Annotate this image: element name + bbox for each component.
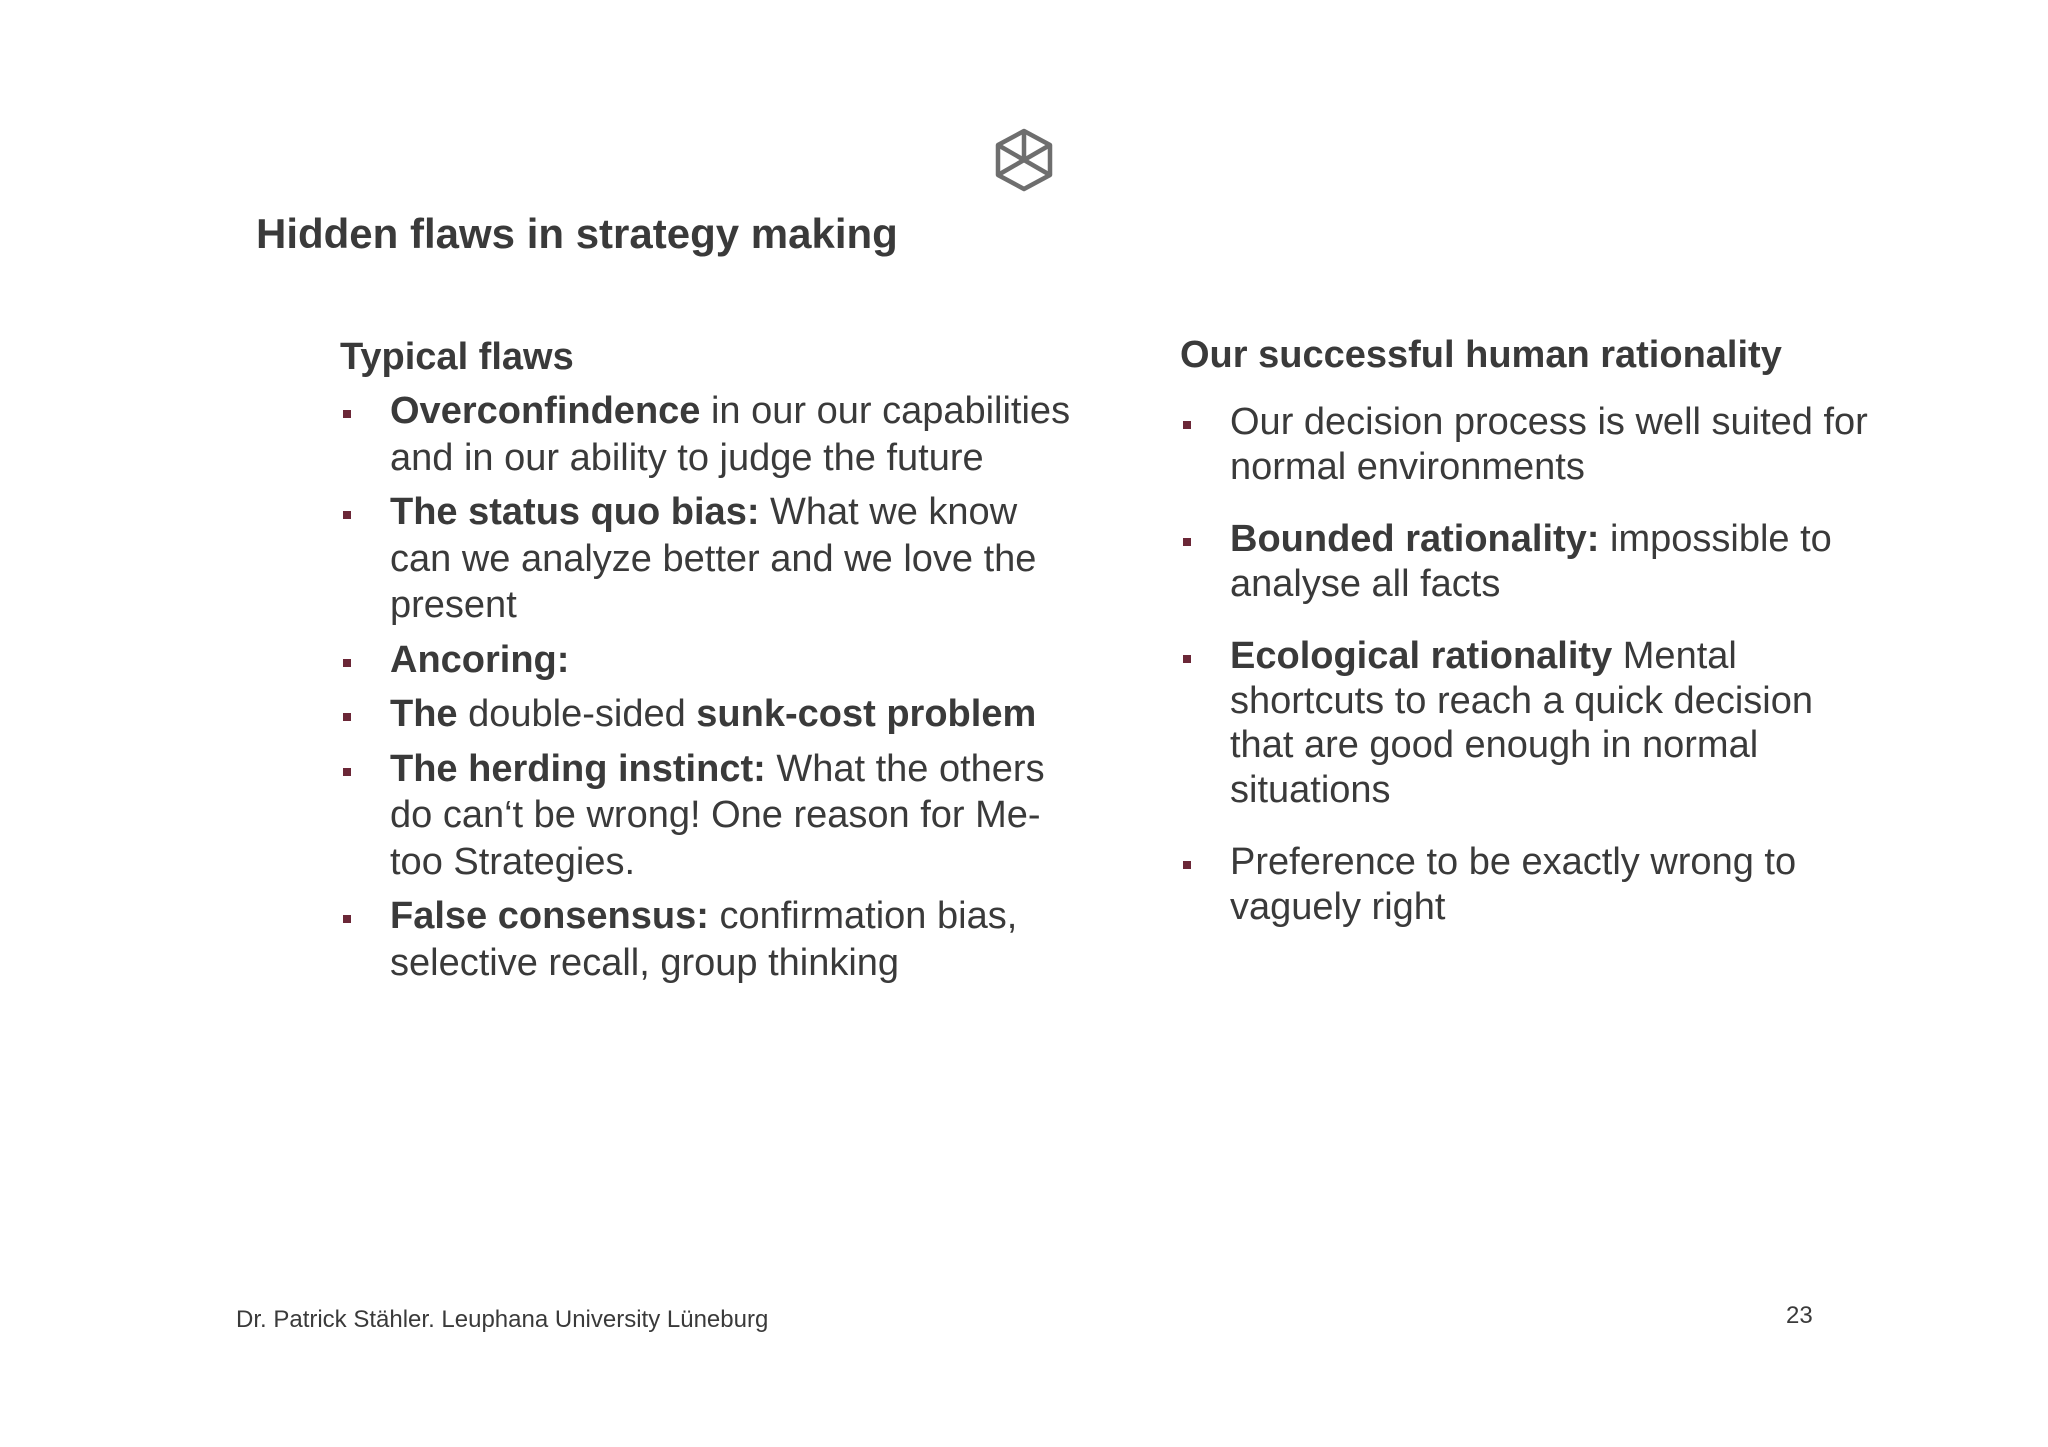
item-bold-text-2: sunk-cost problem [696, 693, 1037, 735]
square-bullet-icon [343, 713, 351, 721]
list-item [340, 746, 1080, 886]
list-item [1180, 634, 1880, 812]
square-bullet-icon [343, 659, 351, 667]
list-item [1180, 400, 1880, 489]
item-text: impossible to analyse all facts [1230, 518, 1832, 605]
item-text: Our decision process is well suited for normal environments [1230, 401, 1868, 488]
item-text: Mental shortcuts to reach a quick decision that are good enough in normal situations [1230, 635, 1813, 811]
item-bold-text: Bounded rationality: [1230, 518, 1600, 560]
human-rationality-heading: Our successful human rationality [1180, 334, 1782, 376]
slide-title: Hidden flaws in strategy making [256, 210, 898, 257]
square-bullet-icon [343, 915, 351, 923]
footer-author: Dr. Patrick Stähler. Leuphana University Lüneburg [236, 1306, 769, 1333]
square-bullet-icon [1183, 421, 1191, 429]
list-item [1180, 840, 1880, 929]
typical-flaws-heading: Typical flaws [340, 336, 574, 378]
typical-flaws-list [340, 388, 1080, 986]
page-number: 23 [1786, 1302, 1813, 1329]
list-item [340, 637, 1080, 684]
list-item [340, 691, 1080, 738]
human-rationality-column [1180, 332, 1880, 957]
human-rationality-list [1180, 400, 1880, 929]
square-bullet-icon [343, 410, 351, 418]
item-text: in our our capabilities and in our ability to judge the future [390, 390, 1071, 479]
square-bullet-icon [1183, 538, 1191, 546]
item-bold-text: Ancoring: [390, 638, 570, 681]
item-text: Preference to be exactly wrong to vaguely right [1230, 841, 1797, 928]
square-bullet-icon [343, 768, 351, 776]
item-bold-text: Overconfindence [390, 390, 701, 432]
list-item [340, 893, 1080, 986]
item-bold-text: The status quo bias: [390, 491, 760, 533]
square-bullet-icon [343, 511, 351, 519]
list-item [340, 388, 1080, 481]
square-bullet-icon [1183, 861, 1191, 869]
item-bold-text: The herding instinct: [390, 747, 766, 790]
item-bold-text: False consensus: [390, 895, 709, 937]
item-text: What the others do can‘t be wrong! One reason for Me-too Strategies. [390, 747, 1045, 883]
hexagon-cube-icon [994, 128, 1054, 192]
list-item [340, 489, 1080, 629]
item-bold-text: Ecological rationality [1230, 635, 1613, 677]
item-text: confirmation bias, selective recall, group thinking [390, 895, 1018, 984]
square-bullet-icon [1183, 655, 1191, 663]
item-text: double-sided [457, 693, 697, 735]
item-text: What we know can we analyze better and we love the present [390, 491, 1037, 626]
typical-flaws-column [340, 334, 1080, 994]
item-bold-text: The [390, 693, 458, 735]
list-item [1180, 517, 1880, 606]
